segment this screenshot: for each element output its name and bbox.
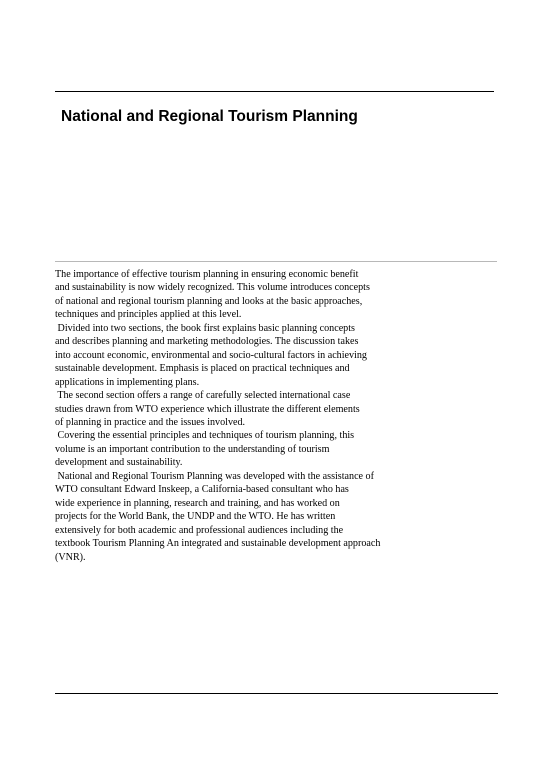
abstract-line: extensively for both academic and professional audiences including the <box>55 524 344 536</box>
abstract-line: (VNR). <box>55 551 86 563</box>
abstract-line: The importance of effective tourism planning in ensuring economic benefit <box>55 269 359 280</box>
document-title: National and Regional Tourism Planning <box>61 108 358 125</box>
abstract-line: and describes planning and marketing methodologies. The discussion takes <box>55 336 359 348</box>
abstract-line: of national and regional tourism planning and looks at the basic approaches, <box>55 295 363 307</box>
section-divider <box>55 261 497 262</box>
abstract-line: applications in implementing plans. <box>55 376 200 388</box>
abstract-line: projects for the World Bank, the UNDP and the WTO. He has written <box>55 511 336 523</box>
abstract-line: techniques and principles applied at this level. <box>55 309 242 321</box>
abstract-line: development and sustainability. <box>55 457 183 469</box>
abstract-line: National and Regional Tourism Planning was developed with the assistance of <box>55 470 374 482</box>
abstract-line: Covering the essential principles and techniques of tourism planning, this <box>55 430 355 442</box>
abstract-line: volume is an important contribution to the understanding of tourism <box>55 443 330 455</box>
top-divider <box>55 91 494 92</box>
abstract-line: and sustainability is now widely recognized. This volume introduces concepts <box>55 282 370 294</box>
abstract-line: WTO consultant Edward Inskeep, a California-based consultant who has <box>55 484 349 496</box>
abstract-line: of planning in practice and the issues involved. <box>55 416 246 428</box>
abstract-line: wide experience in planning, research and training, and has worked on <box>55 497 340 509</box>
bottom-divider <box>55 693 498 694</box>
abstract-line: The second section offers a range of carefully selected international case <box>55 390 351 402</box>
abstract-line: textbook Tourism Planning An integrated and sustainable development approach <box>55 538 381 550</box>
abstract-line: Divided into two sections, the book first explains basic planning concepts <box>55 322 355 334</box>
abstract-body <box>55 268 495 564</box>
abstract-line: into account economic, environmental and socio-cultural factors in achieving <box>55 349 367 361</box>
abstract-line: sustainable development. Emphasis is placed on practical techniques and <box>55 363 350 375</box>
abstract-line: studies drawn from WTO experience which illustrate the different elements <box>55 403 360 415</box>
